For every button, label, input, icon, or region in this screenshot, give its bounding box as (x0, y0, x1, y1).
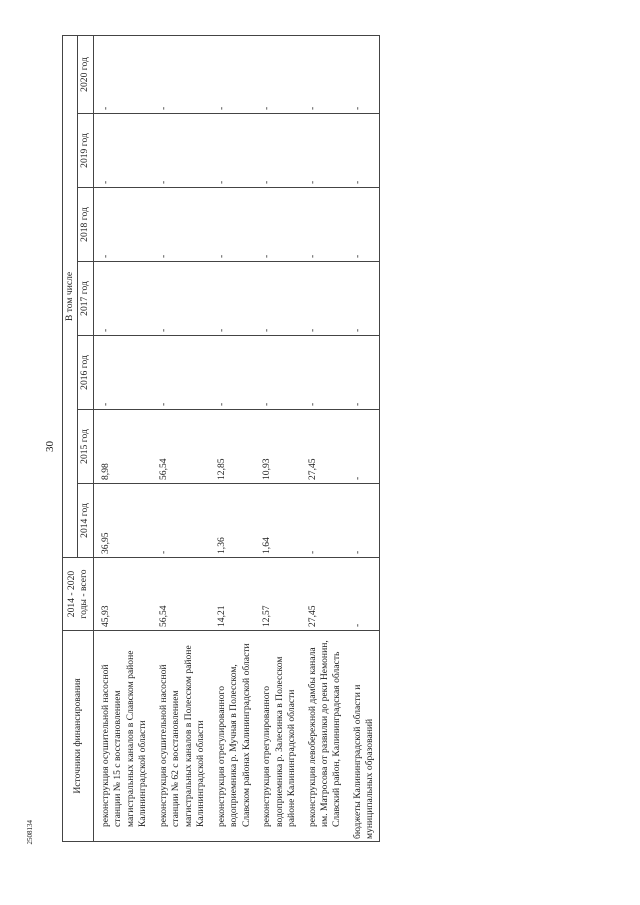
row-source-label: бюджеты Калининградской области и муниципальных образований (346, 631, 379, 842)
row-value: - (152, 188, 210, 262)
row-total: - (346, 558, 379, 631)
row-source-label: реконструкция отрегулированного водоприемника р. Залесинка в Полесском районе Калининградской области (255, 631, 300, 842)
row-total: 56,54 (152, 558, 210, 631)
page-number: 30 (44, 441, 56, 452)
row-value: - (210, 188, 255, 262)
table-row (210, 35, 255, 841)
row-total: 27,45 (301, 558, 346, 631)
row-value: - (255, 114, 300, 188)
table-row (152, 35, 210, 841)
row-value: - (93, 188, 151, 262)
row-value: - (152, 336, 210, 410)
row-total: 14,21 (210, 558, 255, 631)
row-value: - (301, 188, 346, 262)
row-value: - (301, 114, 346, 188)
row-value: - (346, 410, 379, 484)
row-value: - (152, 114, 210, 188)
document-code: 2508134 (26, 820, 34, 845)
row-value: - (255, 336, 300, 410)
row-value: - (210, 114, 255, 188)
table-row (301, 35, 346, 841)
row-value: - (346, 336, 379, 410)
row-value: - (301, 336, 346, 410)
header-year: 2019 год (78, 114, 93, 188)
header-year: 2018 год (78, 188, 93, 262)
row-value: - (93, 336, 151, 410)
row-value: - (152, 262, 210, 336)
row-source-label: реконструкция осушительной насосной станции № 15 с восстановлением магистральных каналов в Славском районе Калининградской области (93, 631, 151, 842)
row-value: - (93, 35, 151, 113)
row-source-label: реконструкция левобережной дамбы канала им. Матросова от развилки до реки Немонин, Славский район, Калининградская область (301, 631, 346, 842)
row-value: - (346, 484, 379, 558)
row-value: - (301, 484, 346, 558)
financing-table (62, 35, 380, 842)
row-value: - (346, 114, 379, 188)
rotated-table-container (62, 36, 552, 842)
row-value: 8,98 (93, 410, 151, 484)
row-total: 45,93 (93, 558, 151, 631)
row-value: - (152, 35, 210, 113)
row-value: - (255, 262, 300, 336)
row-value: - (152, 484, 210, 558)
table-row (255, 35, 300, 841)
row-total: 12,57 (255, 558, 300, 631)
row-value: - (210, 336, 255, 410)
row-value: - (210, 262, 255, 336)
row-value: - (210, 35, 255, 113)
row-source-label: реконструкция осушительной насосной станции № 62 с восстановлением магистральных каналов в Полесском районе Калининградской области (152, 631, 210, 842)
header-in-that-number: В том числе (63, 35, 78, 557)
row-value: - (346, 262, 379, 336)
header-year: 2015 год (78, 410, 93, 484)
row-value: 36,95 (93, 484, 151, 558)
row-value: - (346, 35, 379, 113)
header-sources: Источники финансирования (63, 631, 94, 842)
header-year: 2017 год (78, 262, 93, 336)
row-source-label: реконструкция отрегулированного водоприемника р. Мучная в Полесском, Славском районах Калининградской области (210, 631, 255, 842)
row-value: 10,93 (255, 410, 300, 484)
row-value: - (255, 188, 300, 262)
row-value: 1,36 (210, 484, 255, 558)
row-value: 27,45 (301, 410, 346, 484)
row-value: - (93, 262, 151, 336)
header-year: 2014 год (78, 484, 93, 558)
row-value: - (301, 35, 346, 113)
row-value: 1,64 (255, 484, 300, 558)
table-row (346, 35, 379, 841)
row-value: - (301, 262, 346, 336)
header-year: 2016 год (78, 336, 93, 410)
row-value: 12,85 (210, 410, 255, 484)
row-value: 56,54 (152, 410, 210, 484)
header-total: 2014 - 2020 годы - всего (63, 558, 94, 631)
header-year: 2020 год (78, 35, 93, 113)
row-value: - (93, 114, 151, 188)
row-value: - (346, 188, 379, 262)
table-row (93, 35, 151, 841)
row-value: - (255, 35, 300, 113)
